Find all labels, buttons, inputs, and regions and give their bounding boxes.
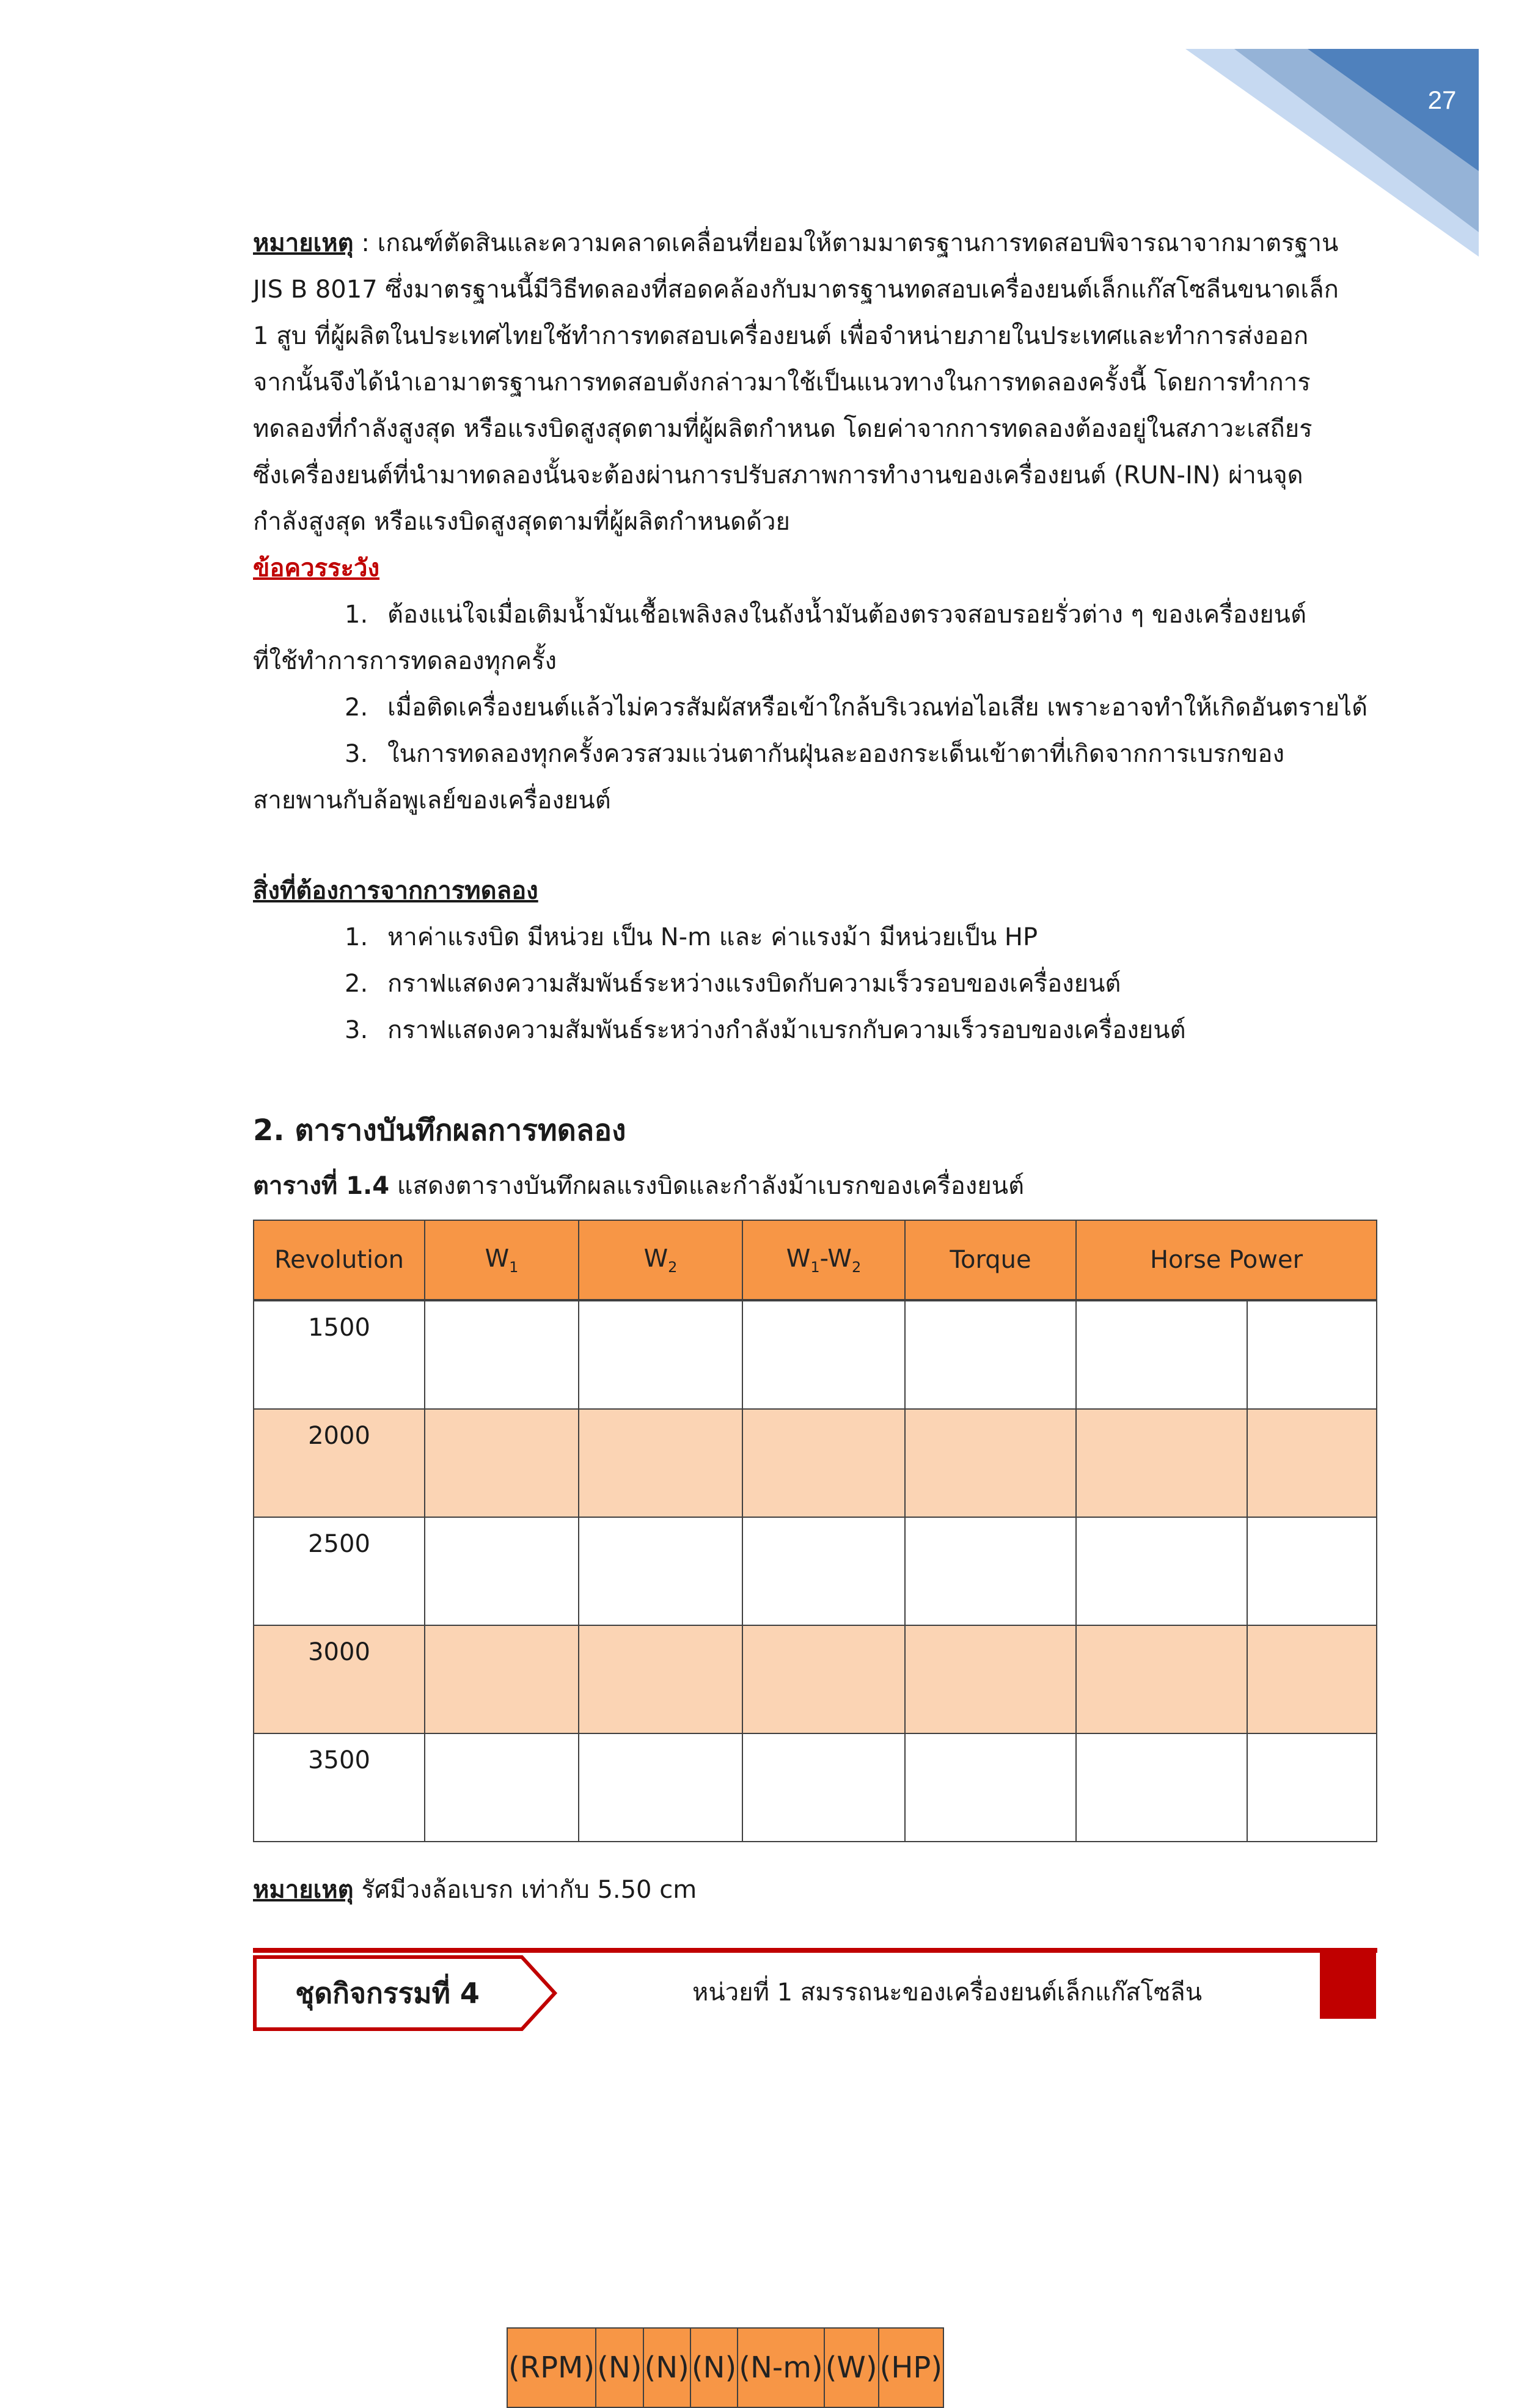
header-w2-unit: (N)	[643, 2328, 690, 2407]
entry-cell[interactable]	[905, 1625, 1076, 1733]
entry-cell[interactable]	[742, 1517, 905, 1625]
entry-cell[interactable]	[905, 1409, 1076, 1517]
caution-section	[253, 545, 1376, 824]
table-caption-text: แสดงตารางบันทึกผลแรงบิดและกำลังม้าเบรกของเครื่องยนต์	[389, 1172, 1025, 1200]
table-row	[254, 1517, 1377, 1625]
rpm-cell: 1500	[254, 1301, 425, 1409]
table-row	[254, 1625, 1377, 1733]
note-line: 1 สูบ ที่ผู้ผลิตในประเทศไทยใช้ทำการทดสอบเครื่องยนต์ เพื่อจำหน่ายภายในประเทศและทำการส่งออก	[253, 322, 1309, 350]
note-line: JIS B 8017 ซึ่งมาตรฐานนี้มีวิธีทดลองที่สอดคล้องกับมาตรฐานทดสอบเครื่องยนต์เล็กแก๊สโซลีนขนาดเล็ก	[253, 276, 1339, 304]
caution-item: 3. ในการทดลองทุกครั้งควรสวมแว่นตากันฝุ่นละอองกระเด็นเข้าตาที่เกิดจากการเบรกของ	[345, 740, 1284, 768]
caution-item-cont: สายพานกับล้อพูเลย์ของเครื่องยนต์	[253, 786, 611, 814]
header-horse-power: Horse Power	[1076, 1220, 1377, 1300]
header-torque-unit: (N-m)	[738, 2328, 824, 2407]
requirement-item: 3. กราฟแสดงความสัมพันธ์ระหว่างกำลังม้าเบรกกับความเร็วรอบของเครื่องยนต์	[345, 1016, 1186, 1044]
entry-cell[interactable]	[579, 1625, 742, 1733]
caution-item-cont: ที่ใช้ทำการการทดลองทุกครั้ง	[253, 647, 557, 675]
entry-cell[interactable]	[742, 1301, 905, 1409]
requirements-label: สิ่งที่ต้องการจากการทดลอง	[253, 877, 538, 905]
entry-cell[interactable]	[1076, 1517, 1247, 1625]
caution-item: 1. ต้องแน่ใจเมื่อเติมน้ำมันเชื้อเพลิงลงในถังน้ำมันต้องตรวจสอบรอยรั่วต่าง ๆ ของเครื่องยนต์	[345, 601, 1306, 629]
entry-cell[interactable]	[579, 1409, 742, 1517]
note-line: : เกณฑ์ตัดสินและความคลาดเคลื่อนที่ยอมให้ตามมาตรฐานการทดสอบพิจารณาจากมาตรฐาน	[353, 229, 1339, 257]
entry-cell[interactable]	[905, 1517, 1076, 1625]
entry-cell[interactable]	[1247, 1517, 1377, 1625]
entry-cell[interactable]	[579, 1733, 742, 1842]
entry-cell[interactable]	[425, 1733, 579, 1842]
header-torque: Torque	[905, 1220, 1076, 1300]
table-row	[254, 1409, 1377, 1517]
entry-cell[interactable]	[579, 1517, 742, 1625]
header-hp-w: (W)	[824, 2328, 879, 2407]
note2-text: รัศมีวงล้อเบรก เท่ากับ 5.50 cm	[353, 1876, 697, 1904]
caution-label: ข้อควรระวัง	[253, 554, 380, 582]
footer-red-block	[1320, 1948, 1376, 2019]
header-w2: $W_2$	[579, 1220, 742, 1300]
footer-activity-label: ชุดกิจกรรมที่ 4	[295, 1977, 480, 2010]
caution-item: 2. เมื่อติดเครื่องยนต์แล้วไม่ควรสัมผัสหรือเข้าใกล้บริเวณท่อไอเสีย เพราะอาจทำให้เกิดอันตรายได้	[345, 693, 1368, 722]
entry-cell[interactable]	[1076, 1409, 1247, 1517]
entry-cell[interactable]	[425, 1625, 579, 1733]
table-caption	[253, 1166, 1024, 1205]
entry-cell[interactable]	[905, 1301, 1076, 1409]
table-caption-label: ตารางที่ 1.4	[253, 1172, 390, 1200]
entry-cell[interactable]	[1076, 1301, 1247, 1409]
table-row	[254, 1733, 1377, 1842]
note-line: ทดลองที่กำลังสูงสุด หรือแรงบิดสูงสุดตามที่ผู้ผลิตกำหนด โดยค่าจากการทดลองต้องอยู่ในสภาวะเสถียร	[253, 415, 1313, 443]
entry-cell[interactable]	[905, 1733, 1076, 1842]
rpm-cell: 2000	[254, 1409, 425, 1517]
footer-unit-title: หน่วยที่ 1 สมรรถนะของเครื่องยนต์เล็กแก๊สโซลีน	[692, 1978, 1203, 2007]
rpm-cell: 2500	[254, 1517, 425, 1625]
header-w-diff: $W_1-W_2$	[742, 1220, 905, 1300]
note-line: กำลังสูงสุด หรือแรงบิดสูงสุดตามที่ผู้ผลิตกำหนดด้วย	[253, 508, 790, 536]
entry-cell[interactable]	[1247, 1301, 1377, 1409]
table-row	[254, 1301, 1377, 1409]
note-label: หมายเหตุ	[253, 229, 354, 257]
entry-cell[interactable]	[425, 1409, 579, 1517]
entry-cell[interactable]	[579, 1301, 742, 1409]
entry-cell[interactable]	[1076, 1733, 1247, 1842]
entry-cell[interactable]	[1247, 1409, 1377, 1517]
entry-cell[interactable]	[425, 1301, 579, 1409]
header-hp-hp: (HP)	[879, 2328, 944, 2407]
note-line: ซึ่งเครื่องยนต์ที่นำมาทดลองนั้นจะต้องผ่านการปรับสภาพการทำงานของเครื่องยนต์ (RUN-IN) ผ่านจุด	[253, 461, 1303, 489]
note-line: จากนั้นจึงได้นำเอามาตรฐานการทดสอบดังกล่าวมาใช้เป็นแนวทางในการทดลองครั้งนี้ โดยการทำการ	[253, 368, 1311, 397]
header-revolution: Revolution	[254, 1220, 425, 1300]
requirement-item: 1. หาค่าแรงบิด มีหน่วย เป็น N-m และ ค่าแรงม้า มีหน่วยเป็น HP	[345, 923, 1038, 951]
entry-cell[interactable]	[425, 1517, 579, 1625]
header-rpm-unit: (RPM)	[507, 2328, 596, 2407]
note-paragraph	[253, 220, 1376, 545]
header-w1-unit: (N)	[596, 2328, 643, 2407]
requirements-section	[253, 868, 1376, 1053]
entry-cell[interactable]	[1247, 1625, 1377, 1733]
header-w1: $W_1$	[425, 1220, 579, 1300]
rpm-cell: 3000	[254, 1625, 425, 1733]
brake-radius-note	[253, 1870, 697, 1909]
footer-rule	[253, 1948, 1377, 1953]
rpm-cell: 3500	[254, 1733, 425, 1842]
note2-label: หมายเหตุ	[253, 1876, 354, 1904]
entry-cell[interactable]	[742, 1409, 905, 1517]
requirement-item: 2. กราฟแสดงความสัมพันธ์ระหว่างแรงบิดกับความเร็วรอบของเครื่องยนต์	[345, 970, 1121, 998]
entry-cell[interactable]	[742, 1733, 905, 1842]
page-number: 27	[1427, 86, 1457, 114]
section-title: 2. ตารางบันทึกผลการทดลอง	[253, 1113, 626, 1147]
entry-cell[interactable]	[742, 1625, 905, 1733]
entry-cell[interactable]	[1076, 1625, 1247, 1733]
header-wdiff-unit: (N)	[690, 2328, 738, 2407]
entry-cell[interactable]	[1247, 1733, 1377, 1842]
